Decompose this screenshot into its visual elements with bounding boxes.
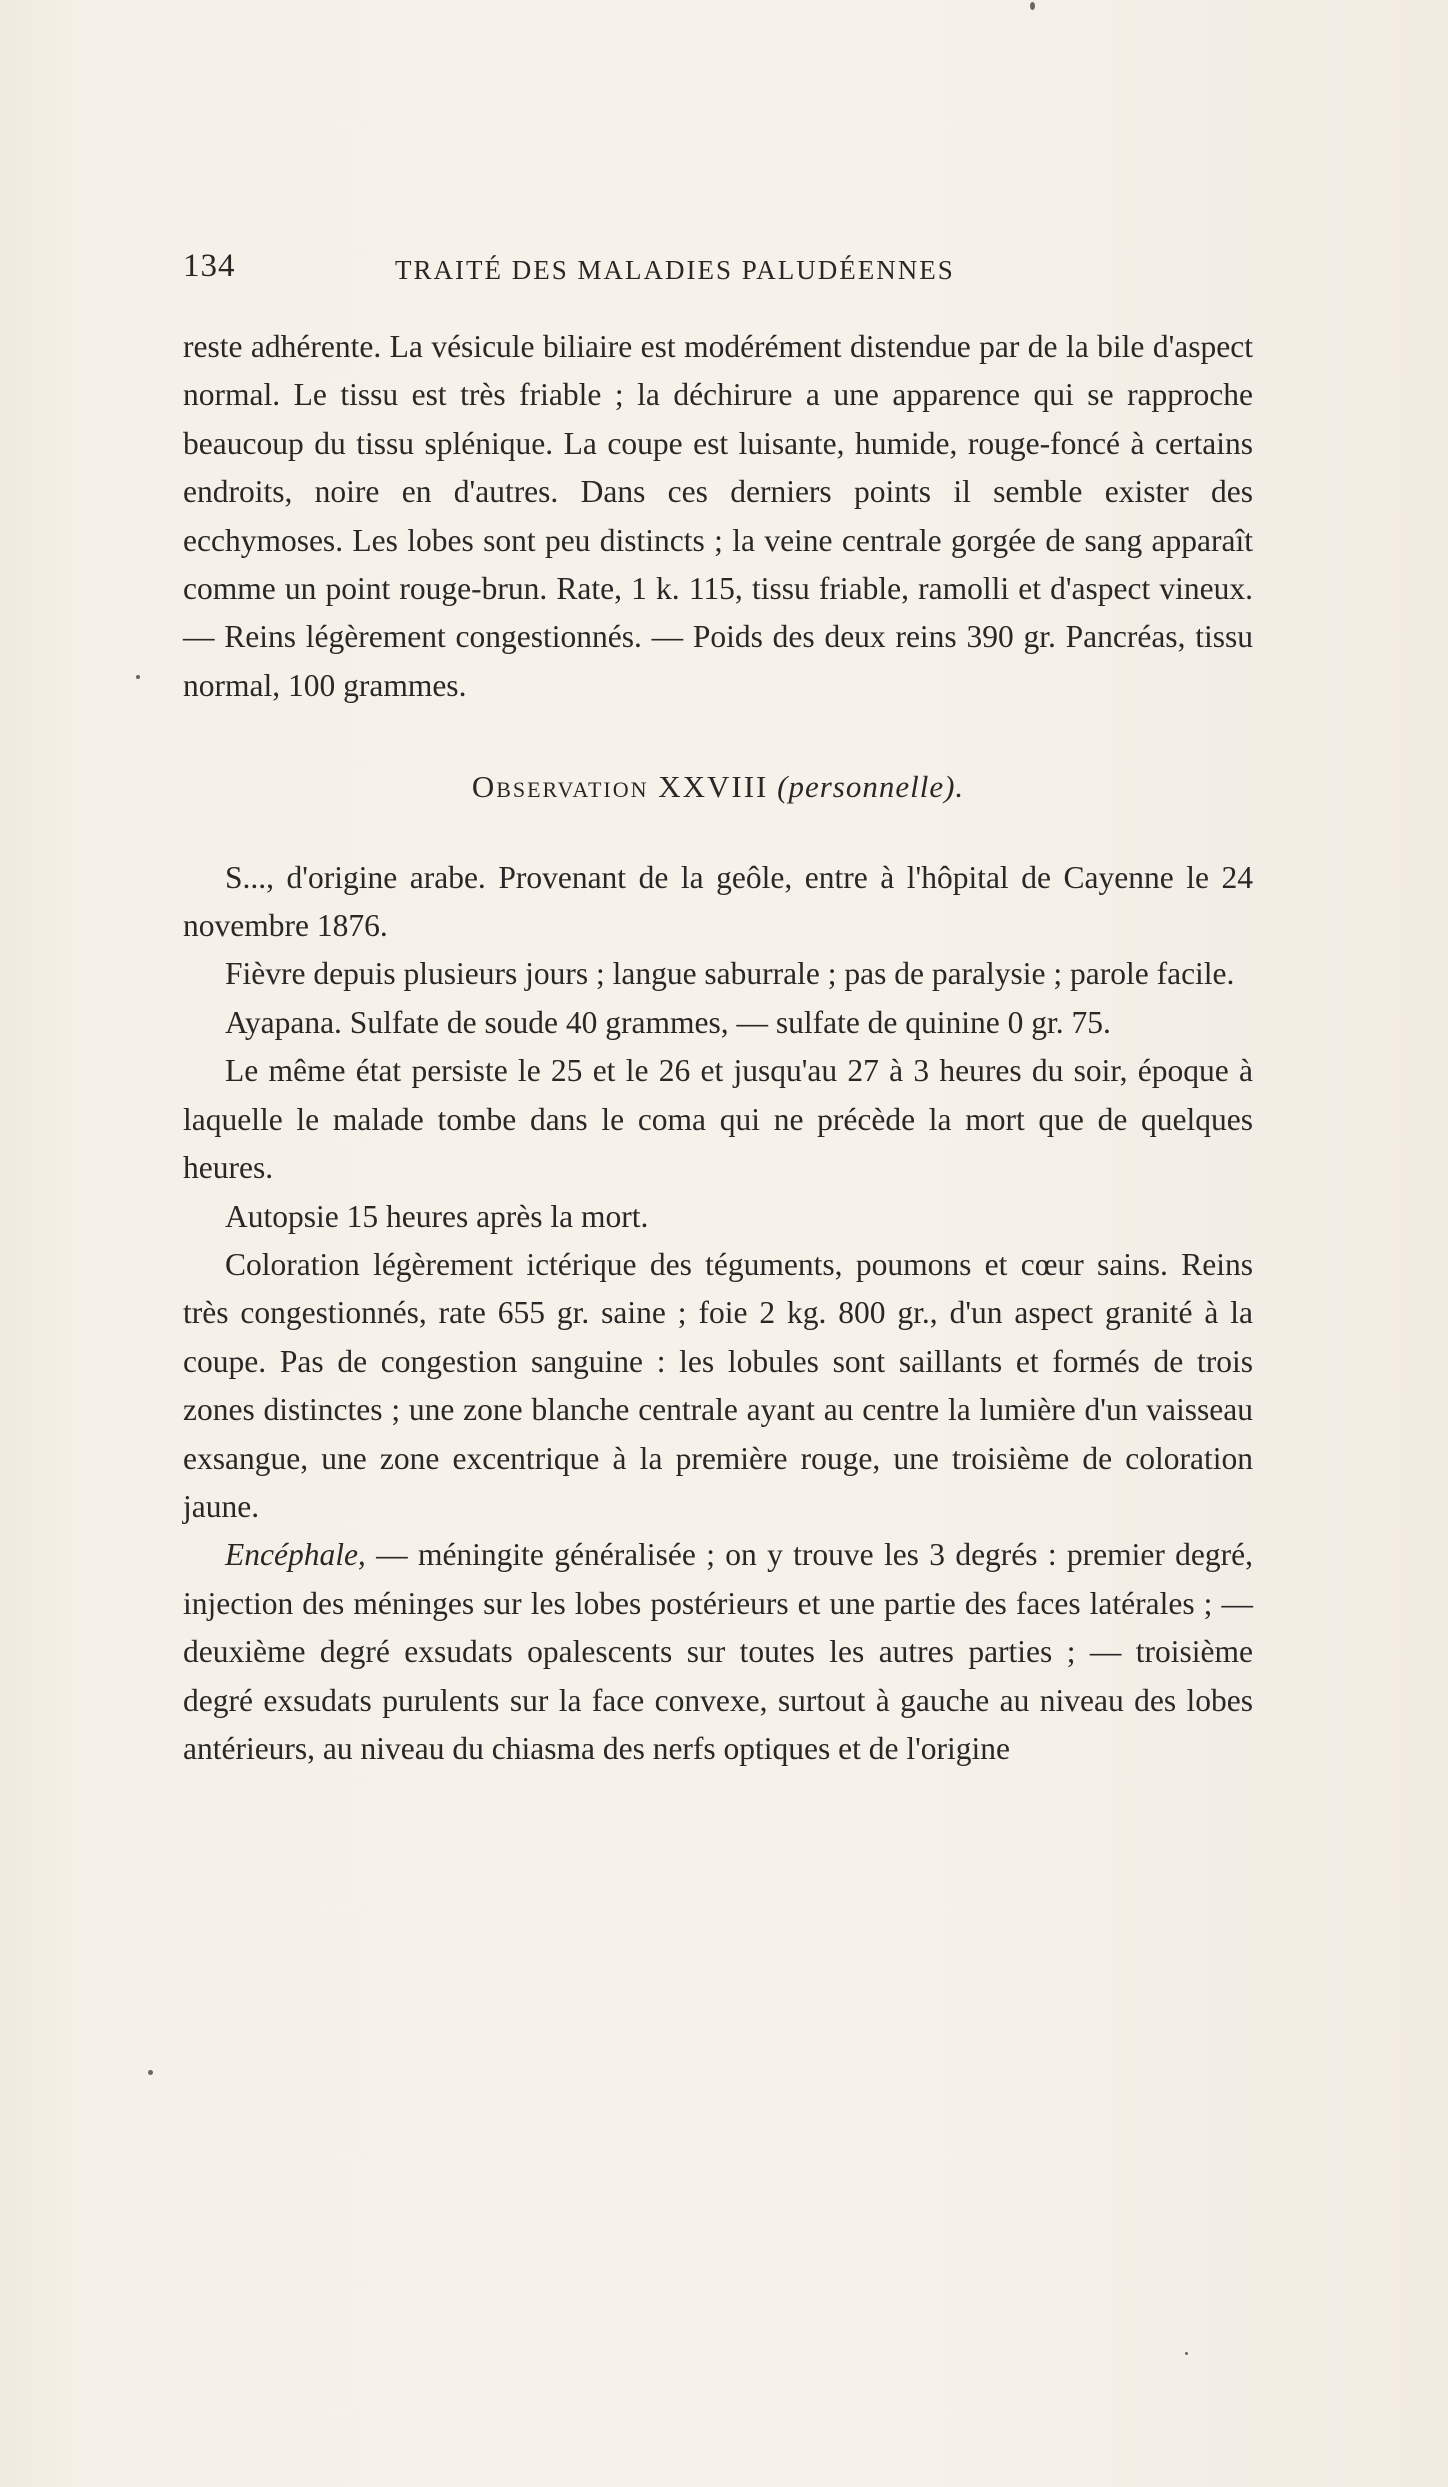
paper-speck [1185, 2352, 1188, 2355]
encephale-text: — méningite généralisée ; on y trouve les 3 degrés : premier degré, injection des méninges sur les lobes postérieurs et une partie des faces latérales ; — deuxième degré exsudats opalescents sur toutes les autres parties ; — troisième degré exsudats purulents sur la face convexe, surtout à gauche au niveau des lobes antérieurs, au niveau du chiasma des nerfs optiques et de l'origine [183, 1537, 1253, 1766]
running-title: TRAITÉ DES MALADIES PALUDÉENNES [395, 255, 955, 285]
observation-paragraph-findings: Coloration légèrement ictérique des téguments, poumons et cœur sains. Reins très congestionnés, rate 655 gr. saine ; foie 2 kg. 800 gr., d'un aspect granité à la coupe. Pas de congestion sanguine : les lobules sont saillants et formés de trois zones distinctes ; une zone blanche centrale ayant au centre la lumière d'un vaisseau exsangue, une zone excentrique à la première rouge, une troisième de coloration jaune. [183, 1246, 1253, 1524]
paper-speck [136, 675, 140, 679]
observation-label: Observation XXVIII [471, 769, 769, 805]
encephale-lead: Encéphale, [225, 1537, 366, 1573]
paper-speck [148, 2070, 153, 2075]
observation-heading [183, 763, 1253, 811]
paper-speck [1030, 2, 1035, 10]
observation-paragraph-autopsy: Autopsie 15 heures après la mort. [225, 1198, 649, 1234]
observation-paragraph-encephale [183, 1531, 1253, 1773]
observation-paragraph-course: Le même état persiste le 25 et le 26 et jusqu'au 27 à 3 heures du soir, époque à laquelle le malade tombe dans le coma qui ne précède la mort que de quelques heures. [183, 1053, 1253, 1186]
page-header [183, 248, 1253, 292]
observation-paragraph-symptoms: Fièvre depuis plusieurs jours ; langue saburrale ; pas de paralysie ; parole facile. [225, 956, 1235, 992]
observation-qualifier: (personnelle). [777, 769, 965, 805]
intro-paragraph: reste adhérente. La vésicule biliaire est modérément distendue par de la bile d'aspect normal. Le tissu est très friable ; la déchirure a une apparence qui se rapproche beaucoup du tissu splénique. La coupe est luisante, humide, rouge-foncé à certains endroits, noire en d'autres. Dans ces derniers points il semble exister des ecchymoses. Les lobes sont peu distincts ; la veine centrale gorgée de sang apparaît comme un point rouge-brun. Rate, 1 k. 115, tissu friable, ramolli et d'aspect vineux. — Reins légèrement congestionnés. — Poids des deux reins 390 gr. Pancréas, tissu normal, 100 grammes. [183, 329, 1253, 703]
observation-paragraph-patient: S..., d'origine arabe. Provenant de la geôle, entre à l'hôpital de Cayenne le 24 novembre 1876. [183, 859, 1253, 944]
observation-paragraph-treatment: Ayapana. Sulfate de soude 40 grammes, — sulfate de quinine 0 gr. 75. [225, 1004, 1111, 1040]
page-body [183, 323, 1253, 1773]
page-number: 134 [183, 248, 236, 284]
